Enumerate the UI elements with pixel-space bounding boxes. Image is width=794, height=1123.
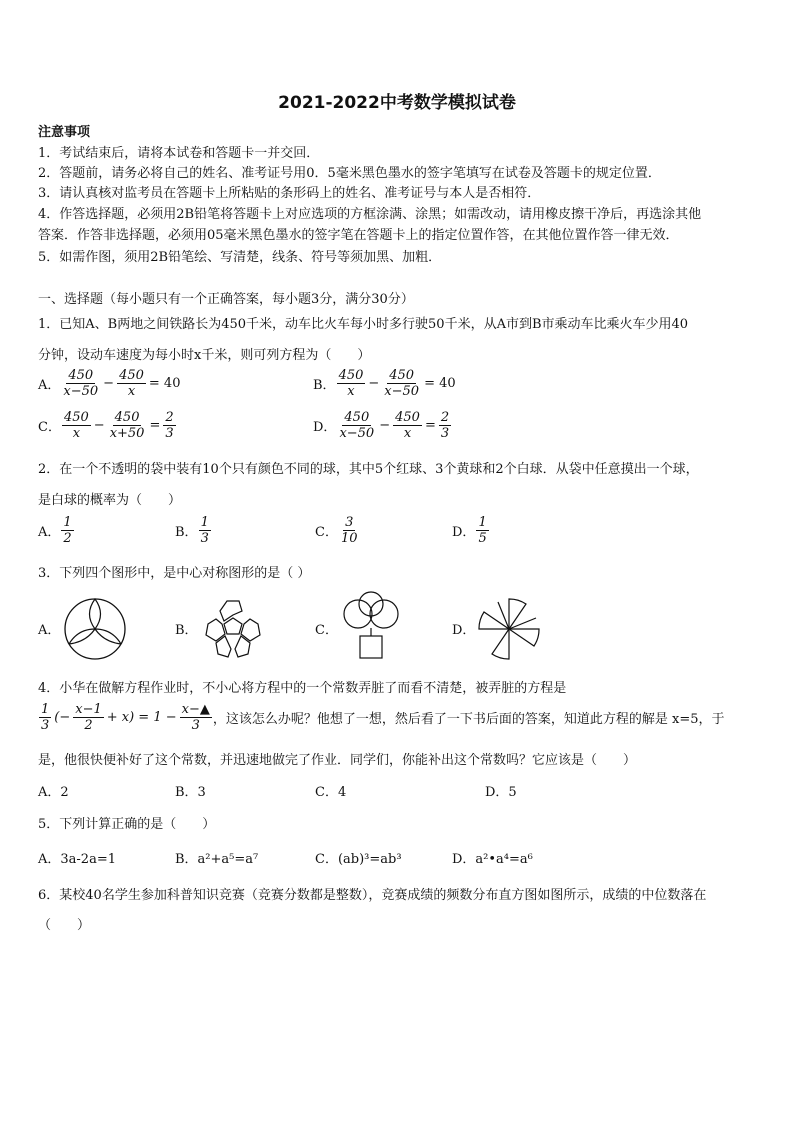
denominator: 3 <box>440 426 450 441</box>
section-heading: 一、选择题（每小题只有一个正确答案，每小题3分，满分30分） <box>38 292 414 307</box>
fraction <box>199 515 211 546</box>
denominator: 3 <box>200 531 209 546</box>
fraction <box>163 410 175 441</box>
equals: = <box>424 418 436 433</box>
fraction <box>180 702 212 733</box>
denominator: x−50 <box>339 426 375 441</box>
notice-item: 3．请认真核对监考员在答题卡上所粘贴的条形码上的姓名、准考证号与本人是否相符． <box>38 186 541 201</box>
fraction <box>337 410 376 441</box>
question-1-text: 分钟，设动车速度为每小时x千米，则可列方程为（ ） <box>38 348 371 363</box>
equals: = <box>149 418 161 433</box>
option-label: B． <box>313 378 336 393</box>
denominator: 2 <box>63 531 72 546</box>
question-6-text: 6．某校40名学生参加科普知识竞赛（竞赛分数都是整数），竞赛成绩的频数分布直方图如图所示，成绩的中位数落在 <box>38 888 707 903</box>
q1-option-d <box>313 410 452 441</box>
notice-item: 1．考试结束后，请将本试卷和答题卡一并交回． <box>38 146 320 161</box>
q1-option-a <box>38 368 182 399</box>
denominator: 10 <box>340 531 358 546</box>
denominator: 3 <box>165 426 174 441</box>
fraction <box>108 410 147 441</box>
question-2-text: 2．在一个不透明的袋中装有10个只有颜色不同的球，其中5个红球、3个黄球和2个白球．从袋中任意摸出一个球， <box>38 462 699 477</box>
numerator: 450 <box>389 368 415 383</box>
fraction <box>337 368 366 399</box>
option-label: A． <box>38 525 61 540</box>
question-4-text: 是，他很快便补好了这个常数，并迅速地做完了作业．同学们，你能补出这个常数吗？它应该是（ ） <box>38 753 637 768</box>
operator: − <box>93 418 105 433</box>
option-label: D． <box>452 623 476 638</box>
question-4-text: ，这该怎么办呢？他想了一想，然后看了一下书后面的答案，知道此方程的解是 x=5，于 <box>212 712 725 727</box>
numerator: x−▲ <box>181 702 210 717</box>
page-title: 2021-2022中考数学模拟试卷 <box>278 93 516 113</box>
q2-option-b <box>175 515 212 546</box>
fraction <box>439 410 451 441</box>
question-4-text: 4．小华在做解方程作业时，不小心将方程中的一个常数弄脏了而看不清楚，被弄脏的方程是 <box>38 681 567 696</box>
q5-option-a: A．3a-2a=1 <box>38 852 116 867</box>
option-label: C． <box>315 525 338 540</box>
notice-item: 5．如需作图，须用2B铅笔绘、写清楚，线条、符号等须加黑、加粗． <box>38 250 442 265</box>
q4-equation <box>38 702 725 733</box>
notice-item: 答案．作答非选择题，必须用05毫米黑色墨水的签字笔在答题卡上的指定位置作答，在其他位置作答一律无效． <box>38 228 679 243</box>
numerator: 2 <box>165 410 174 425</box>
denominator: 3 <box>41 718 50 733</box>
numerator: 450 <box>119 368 144 383</box>
numerator: x−1 <box>75 702 102 717</box>
notice-item: 2．答题前，请务必将自己的姓名、准考证号用0．5毫米黑色墨水的签字笔填写在试卷及答题卡的规定位置． <box>38 166 661 181</box>
numerator: 450 <box>344 410 370 425</box>
question-3-text: 3．下列四个图形中，是中心对称图形的是（ ） <box>38 566 311 581</box>
numerator: 3 <box>345 515 354 530</box>
rhs: = 40 <box>424 376 456 391</box>
fraction <box>339 515 360 546</box>
option-label: B． <box>175 623 198 638</box>
question-2-text: 是白球的概率为（ ） <box>38 493 182 508</box>
numerator: 450 <box>114 410 140 425</box>
q4-option-b: B．3 <box>175 785 206 800</box>
numerator: 2 <box>440 410 450 425</box>
operator: − <box>379 418 391 433</box>
q5-option-d: D．a²•a⁴=a⁶ <box>452 852 533 867</box>
notice-heading: 注意事项 <box>38 125 91 140</box>
numerator: 1 <box>200 515 209 530</box>
option-label: A． <box>38 623 61 638</box>
denominator: 5 <box>478 531 487 546</box>
q2-option-d <box>452 515 490 546</box>
option-label: D． <box>313 420 337 435</box>
figure-d-pinwheel <box>476 596 542 662</box>
denominator: x <box>347 384 355 399</box>
fraction <box>39 702 51 733</box>
question-1-text: 1．已知A、B两地之间铁路长为450千米，动车比火车每小时多行驶50千米，从A市到B市乘动车比乘火车少用40 <box>38 317 689 332</box>
eq-text: (− <box>54 710 71 725</box>
figure-c-rings-square <box>338 592 404 662</box>
fraction <box>61 368 100 399</box>
q2-option-c <box>315 515 361 546</box>
q5-option-b: B．a²+a⁵=a⁷ <box>175 852 259 867</box>
rhs: = 40 <box>148 376 181 391</box>
denominator: 3 <box>191 718 200 733</box>
figure-a-circle-three-petals <box>62 596 128 662</box>
operator: − <box>368 376 380 391</box>
fraction <box>382 368 421 399</box>
fraction <box>117 368 146 399</box>
fraction <box>393 410 422 441</box>
numerator: 450 <box>68 368 94 383</box>
fraction <box>73 702 104 733</box>
q5-option-c: C．(ab)³=ab³ <box>315 852 402 867</box>
option-label: D． <box>452 525 476 540</box>
option-label: C． <box>38 420 61 435</box>
notice-item: 4．作答选择题，必须用2B铅笔将答题卡上对应选项的方框涂满、涂黑；如需改动，请用橡皮擦干净后，再选涂其他 <box>38 207 702 222</box>
numerator: 1 <box>63 515 72 530</box>
numerator: 450 <box>395 410 420 425</box>
q1-option-b <box>313 368 458 399</box>
question-6-text: （ ） <box>38 918 91 933</box>
denominator: x <box>72 426 81 441</box>
denominator: x−50 <box>384 384 420 399</box>
q2-option-a <box>38 515 75 546</box>
q1-option-c <box>38 410 177 441</box>
eq-text: + x) = 1 − <box>106 710 177 725</box>
q4-option-c: C．4 <box>315 785 347 800</box>
fraction <box>61 515 73 546</box>
option-label: A． <box>38 378 61 393</box>
denominator: x+50 <box>109 426 145 441</box>
fraction <box>476 515 488 546</box>
q4-option-a: A．2 <box>38 785 69 800</box>
operator: − <box>103 376 115 391</box>
numerator: 450 <box>338 368 364 383</box>
denominator: x <box>403 426 412 441</box>
numerator: 1 <box>41 702 50 717</box>
denominator: 2 <box>84 718 93 733</box>
q4-option-d: D．5 <box>485 785 517 800</box>
option-label: B． <box>175 525 198 540</box>
option-label: C． <box>315 623 338 638</box>
denominator: x <box>127 384 136 399</box>
figure-b-pentagons <box>198 592 268 662</box>
numerator: 1 <box>478 515 487 530</box>
numerator: 450 <box>63 410 89 425</box>
denominator: x−50 <box>63 384 99 399</box>
question-5-text: 5．下列计算正确的是（ ） <box>38 817 216 832</box>
fraction <box>62 410 91 441</box>
